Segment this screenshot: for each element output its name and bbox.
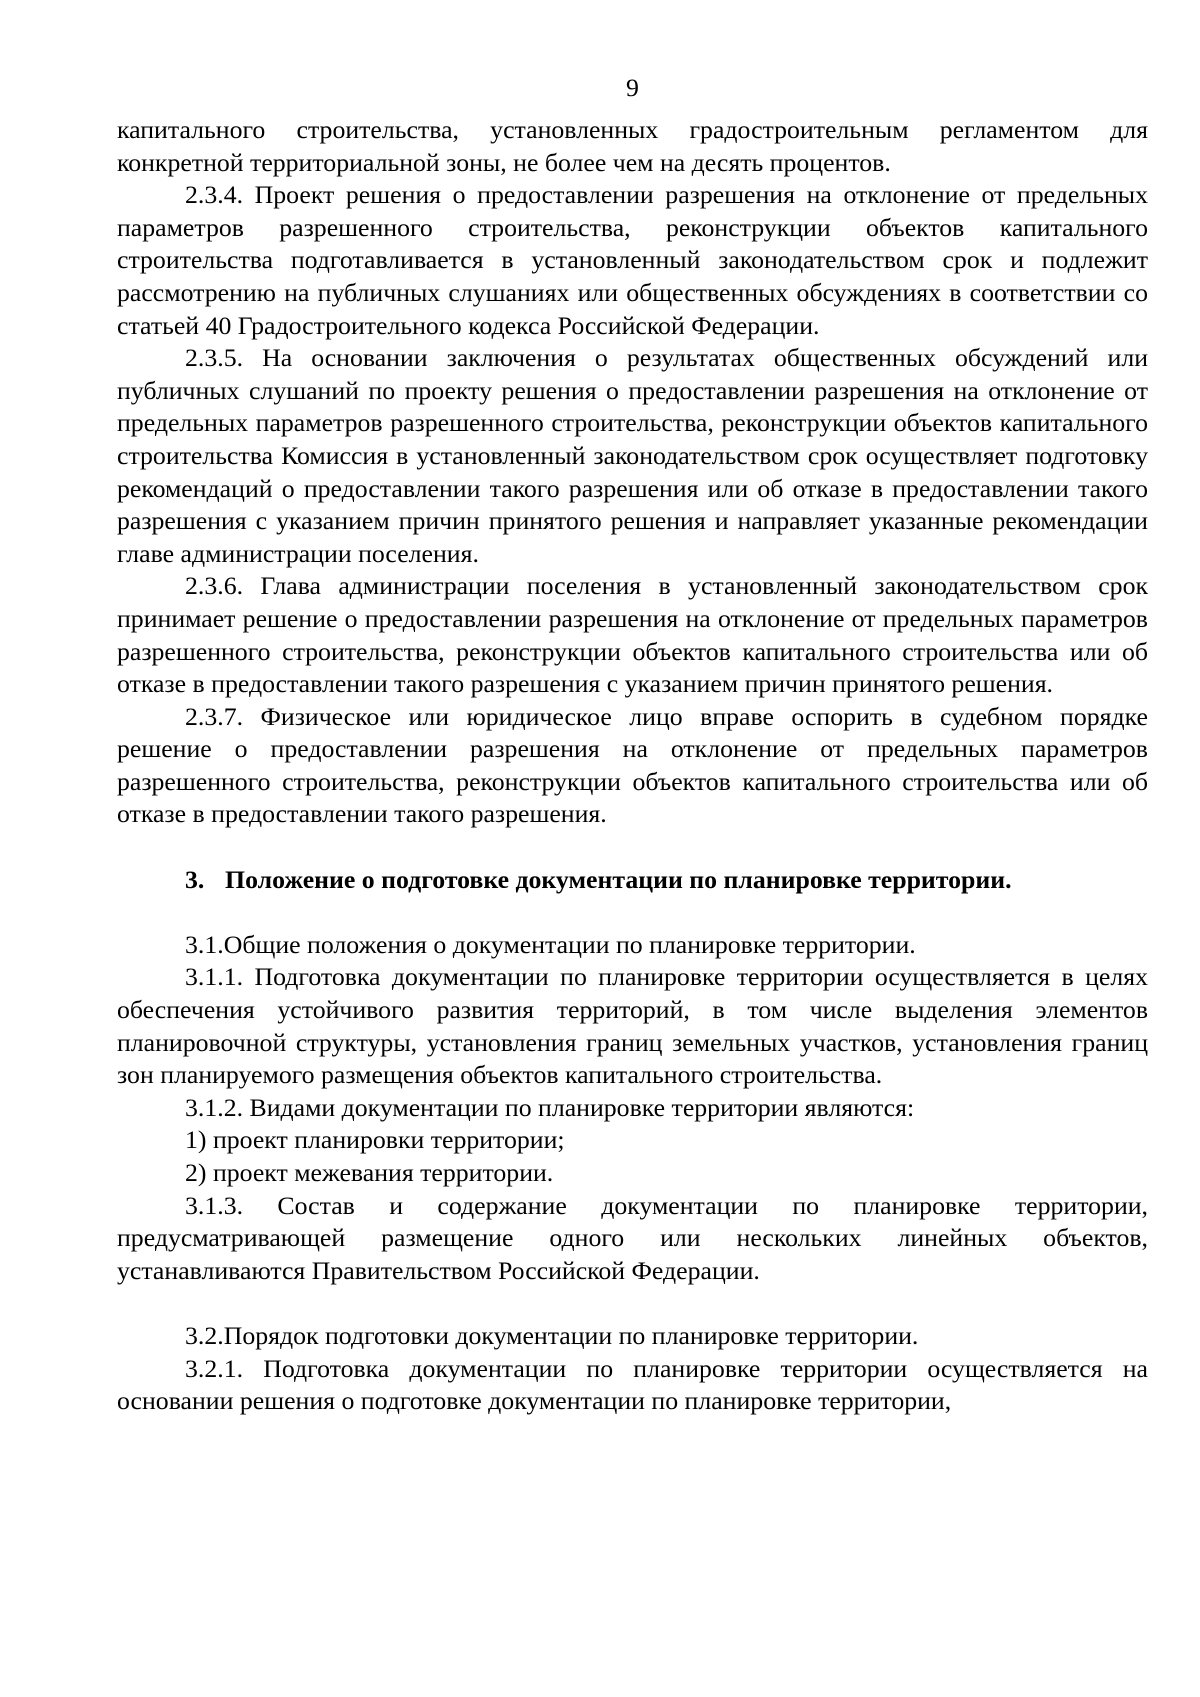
section-heading xyxy=(117,864,1148,897)
subsection-3-2-title: 3.2.Порядок подготовки документации по планировке территории. xyxy=(185,1320,919,1350)
section-number: 3. xyxy=(185,864,205,894)
page-number: 9 xyxy=(626,73,639,102)
paragraph-3-1-1: 3.1.1. Подготовка документации по планировке территории осуществляется в целях обеспечения устойчивого развития территорий, в том числе выделения элементов планировочной структуры, установления границ земельных участков, установления границ зон планируемого размещения объектов капитального строительства. xyxy=(117,962,1148,1090)
paragraph-continuation: капитального строительства, установленных градостроительным регламентом для конкретной территориальной зоны, не более чем на десять процентов. xyxy=(117,115,1148,177)
paragraph-2-3-5: 2.3.5. На основании заключения о результатах общественных обсуждений или публичных слушаний по проекту решения о предоставлении разрешения на отклонение от предельных параметров разрешенного строительства, реконструкции объектов капитального строительства Комиссия в установленный законодательством срок осуществляет подготовку рекомендаций о предоставлении такого разрешения или об отказе в предоставлении такого разрешения с указанием причин принятого решения и направляет указанные рекомендации главе администрации поселения. xyxy=(117,343,1148,568)
paragraph-3-1-2: 3.1.2. Видами документации по планировке территории являются: xyxy=(185,1092,915,1122)
paragraph-2-3-7: 2.3.7. Физическое или юридическое лицо вправе оспорить в судебном порядке решение о предоставлении разрешения на отклонение от предельных параметров разрешенного строительства, реконструкции объектов капитального строительства или об отказе в предоставлении такого разрешения. xyxy=(117,701,1148,829)
list-item-2: 2) проект межевания территории. xyxy=(185,1158,554,1187)
paragraph-2-3-6: 2.3.6. Глава администрации поселения в установленный законодательством срок принимает решение о предоставлении разрешения на отклонение от предельных параметров разрешенного строительства, реконструкции объектов капитального строительства или об отказе в предоставлении такого разрешения с указанием причин принятого решения. xyxy=(117,571,1148,699)
paragraph-2-3-4: 2.3.4. Проект решения о предоставлении разрешения на отклонение от предельных параметров разрешенного строительства, реконструкции объектов капитального строительства подготавливается в установленный законодательством срок и подлежит рассмотрению на публичных слушаниях или общественных обсуждениях в соответствии со статьей 40 Градостроительного кодекса Российской Федерации. xyxy=(117,180,1148,340)
subsection-3-1-title: 3.1.Общие положения о документации по планировке территории. xyxy=(185,929,916,959)
paragraph-3-1-3: 3.1.3. Состав и содержание документации по планировке территории, предусматривающей размещение одного или нескольких линейных объектов, устанавливаются Правительством Российской Федерации. xyxy=(117,1190,1148,1285)
section-title: Положение о подготовке документации по планировке территории. xyxy=(225,864,1012,894)
paragraph-3-2-1: 3.2.1. Подготовка документации по планировке территории осуществляется на основании решения о подготовке документации по планировке территории, xyxy=(117,1353,1148,1416)
list-item-1: 1) проект планировки территории; xyxy=(185,1125,565,1155)
